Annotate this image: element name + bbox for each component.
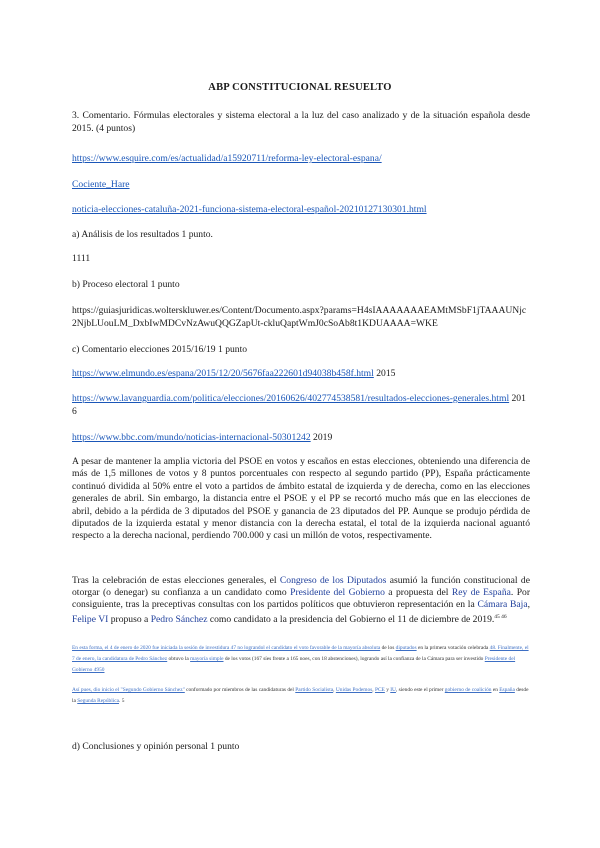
investiture-notes: En esta forma, el 4 de enero de 2020 fue iniciada la sesión de investidura 47 no lograndol el candidato el voto favorable de la mayoría absoluta de los diputados en la primera votación celebrada 48. Finalmente, el 7 de enero, la candidatura de Pedro Sánchez obtuvo la mayoría simple de los votos (167 síes frente a 165 noes, con 18 abstenciones), logrando así la confianza de la Cámara para ser investido Presidente del Gobierno 4950	[72, 645, 529, 673]
investiture-paragraph: Tras la celebración de estas elecciones generales, el Congreso de los Diputados asumió la función constitucional de otorgar (o denegar) su confianza a un candidato como Presidente del Gobierno a propuesta del Rey de España. Por consiguiente, tras la preceptivas consultas con los partidos políticos que obtuvieron representación en la Cámara Baja, Felipe VI propuso a Pedro Sánchez como candidato a la presidencia del Gobierno el 11 de diciembre de 2019.$^{45 46}$	[72, 575, 531, 626]
note-link-psoe[interactable]: Partido Socialista	[295, 687, 334, 693]
note-link-presidente[interactable]: Presidente del Gobierno 4950	[72, 656, 516, 673]
note-link-segundo-gobierno[interactable]: Así pues, dio inicio el "Segundo Gobierno Sánchez"	[72, 687, 185, 693]
coalition-notes: Así pues, dio inicio el "Segundo Gobierno Sánchez" conformado por miembros de las candidaturas del Partido Socialista, Unidas Podemos, PCE y IU, siendo este el primer gobierno de coalición en España desde la Segunda República. 5	[72, 687, 529, 704]
lavanguardia-link[interactable]: https://www.lavanguardia.com/politica/elecciones/20160626/402774538581/resultados-elecciones-generales.html	[72, 393, 510, 404]
presidente-gobierno-link[interactable]: Presidente del Gobierno	[290, 587, 385, 598]
section-b-heading: b) Proceso electoral 1 punto	[72, 279, 180, 290]
note-link-segunda-republica[interactable]: Segunda República	[77, 698, 120, 704]
section-a-heading: a) Análisis de los resultados 1 punto.	[72, 229, 213, 240]
felipe-vi-link[interactable]: Felipe VI	[72, 614, 109, 626]
cociente-hare-link[interactable]: Cociente_Hare	[72, 179, 130, 190]
note-link-coalicion[interactable]: gobierno de coalición	[444, 687, 492, 693]
question-text: 3. Comentario. Fórmulas electorales y sistema electoral a la luz del caso analizado y de la situación española desde 2015. (4 puntos)	[72, 110, 530, 134]
note-link-diputados[interactable]: diputados	[395, 645, 417, 651]
bbc-link[interactable]: https://www.bbc.com/mundo/noticias-internacional-50301242	[72, 432, 311, 443]
document-title: ABP CONSTITUCIONAL RESUELTO	[208, 82, 392, 93]
rey-espana-link[interactable]: Rey de España	[451, 587, 511, 598]
elmundo-link[interactable]: https://www.elmundo.es/espana/2015/12/20/5676faa222601d94038b458f.html	[72, 368, 374, 379]
year-2015: 2015	[373, 368, 396, 379]
note-link-mayoria[interactable]: mayoría simple	[190, 656, 224, 662]
congreso-link[interactable]: Congreso de los Diputados	[279, 575, 387, 586]
year-2019: 2019	[310, 432, 333, 443]
guias-juridicas-url: https://guiasjuridicas.wolterskluwer.es/Content/Documento.aspx?params=H4sIAAAAAAAEAMtMSbF1jTAAAUNjc2NjbLUouLM_DxbIwMDCvNzAwuQQGZapUt-ckluQaptWmJ0cSoAb8t1KDUAAAA=WKE	[72, 305, 527, 329]
footnote-ref: 45 46	[494, 614, 507, 620]
year-2016: 2016	[72, 393, 526, 417]
cataluna-news-link[interactable]: noticia-elecciones-cataluña-2021-funciona-sistema-electoral-español-20210127130301.html	[72, 204, 427, 215]
section-c-heading: c) Comentario elecciones 2015/16/19 1 punto	[72, 344, 248, 355]
section-d-heading: d) Conclusiones y opinión personal 1 punto	[72, 741, 240, 752]
value-1111: 1111	[72, 253, 91, 264]
note-link-pce[interactable]: PCE	[374, 687, 385, 693]
analysis-paragraph: A pesar de mantener la amplia victoria del PSOE en votos y escaños en estas elecciones, obteniendo una diferencia de más de 1,5 millones de votos y 8 puntos porcentuales con respecto al segundo partido (PP), España prácticamente continuó dividida al 50% entre el voto a partidos de ámbito estatal de izquierda y de derecha, como en las elecciones generales de abril. Sin embargo, la distancia entre el PSOE y el PP se recortó mucho más que en las elecciones de abril, debido a la pérdida de 3 diputados del PSOE y ganancia de 23 diputados del PP. Aunque se produjo pérdida de diputados de la izquierda estatal y menor distancia con la derecha estatal, el total de la izquierda nacional aguantó respecto a la derecha nacional, perdiendo 700.000 y casi un millón de votos, respectivamente.	[72, 456, 530, 542]
note-link-espana[interactable]: España	[499, 687, 515, 693]
pedro-sanchez-link[interactable]: Pedro Sánchez	[150, 614, 208, 626]
note-link-podemos[interactable]: Unidas Podemos	[335, 687, 373, 693]
note-link-investidura[interactable]: En esta forma, el 4 de enero de 2020 fue iniciada la sesión de investidura 47 no lograndol el candidato el voto favorable de la mayoría absoluta	[72, 645, 381, 651]
camara-baja-link[interactable]: Cámara Baja	[477, 599, 528, 610]
esquire-link[interactable]: https://www.esquire.com/es/actualidad/a15920711/reforma-ley-electoral-espana/	[72, 153, 382, 164]
note-link-iu[interactable]: IU	[390, 687, 396, 693]
note-link-candidatura[interactable]: 48. Finalmente, el 7 de enero, la candidatura de Pedro Sánchez	[72, 645, 529, 662]
